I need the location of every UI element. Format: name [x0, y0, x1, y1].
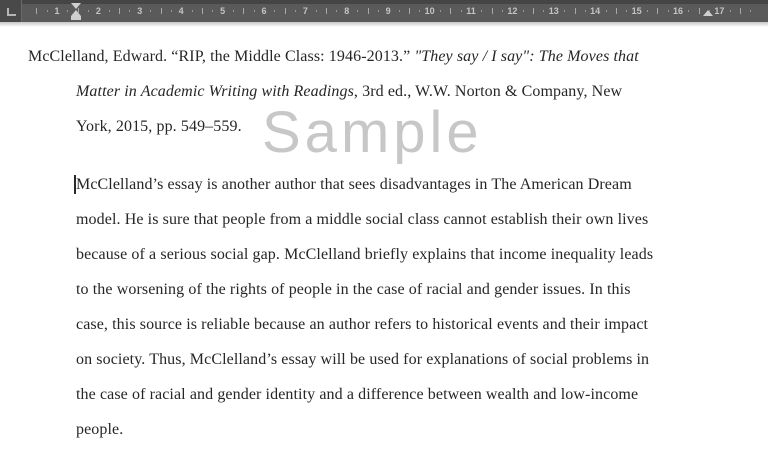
- ruler-tick: [67, 10, 68, 12]
- ruler-number: 1: [54, 6, 60, 16]
- body-text-line[interactable]: case, this source is reliable because an author refers to historical events and their impact: [76, 316, 649, 333]
- ruler-number: 6: [261, 6, 267, 16]
- ruler-number: 3: [137, 6, 143, 16]
- ruler-tick: [336, 10, 337, 12]
- ruler-tick: [161, 8, 162, 14]
- ruler-tick: [409, 8, 410, 14]
- ruler-tick: [326, 8, 327, 14]
- ruler-tick: [616, 8, 617, 14]
- ruler-tick: [606, 10, 607, 12]
- ruler-tick: [285, 8, 286, 14]
- ruler-number: 4: [178, 6, 184, 16]
- ruler-tick: [368, 8, 369, 14]
- ruler-tick: [243, 8, 244, 14]
- ruler-tick: [419, 10, 420, 12]
- left-indent-marker[interactable]: [71, 16, 81, 20]
- citation-line[interactable]: [0, 39, 768, 74]
- ruler-tick: [357, 10, 358, 12]
- text-cursor: [74, 175, 76, 194]
- ruler-tick: [647, 10, 648, 12]
- ruler-tick: [150, 10, 151, 12]
- ruler-number: 12: [507, 6, 518, 16]
- ruler-tick: [192, 10, 193, 12]
- ruler-tick: [523, 10, 524, 12]
- horizontal-ruler[interactable]: [0, 0, 768, 22]
- ruler-tick: [481, 10, 482, 12]
- ruler-tick: [254, 10, 255, 12]
- citation-text: McClelland, Edward. “RIP, the Middle Class: 1946-2013.”: [28, 48, 415, 65]
- ruler-number: 7: [302, 6, 308, 16]
- ruler-tick: [88, 10, 89, 12]
- ruler-shadow: [0, 22, 768, 27]
- ruler-tick: [212, 10, 213, 12]
- body-text-line[interactable]: people.: [76, 421, 124, 438]
- ruler-tick: [36, 8, 37, 14]
- ruler-tick: [709, 10, 710, 12]
- first-line-indent-marker[interactable]: [71, 3, 81, 9]
- ruler-tick: [78, 8, 79, 14]
- body-text-line[interactable]: McClelland’s essay is another author that sees disadvantages in The American Dream: [76, 176, 632, 193]
- ruler-tick: [668, 10, 669, 12]
- ruler-tick: [171, 10, 172, 12]
- ruler-number: 8: [344, 6, 350, 16]
- ruler-number: 2: [95, 6, 101, 16]
- citation-line[interactable]: [0, 74, 768, 109]
- citation-title-italic: "They say / I say": The Moves that: [414, 48, 639, 65]
- body-text-line[interactable]: on society. Thus, McClelland’s essay will be used for explanations of social problems in: [76, 351, 650, 368]
- citation-line[interactable]: [0, 109, 768, 144]
- ruler-tick: [378, 10, 379, 12]
- ruler-number: 5: [220, 6, 226, 16]
- ruler-number: 10: [424, 6, 435, 16]
- sample-watermark: Sample: [262, 100, 483, 165]
- ruler-tick: [543, 10, 544, 12]
- citation-text: , 3rd ed., W.W. Norton & Company, New: [353, 83, 623, 100]
- citation-paragraph[interactable]: [0, 39, 768, 144]
- ruler-number: 17: [714, 6, 725, 16]
- ruler-tick: [316, 10, 317, 12]
- ruler-tick: [626, 10, 627, 12]
- body-text-line[interactable]: model. He is sure that people from a middle social class cannot establish their own lives: [76, 211, 649, 228]
- ruler-tick: [750, 10, 751, 12]
- ruler-tick: [399, 10, 400, 12]
- ruler-number: 9: [385, 6, 391, 16]
- ruler-tick: [657, 8, 658, 14]
- ruler-number: 16: [672, 6, 684, 16]
- right-indent-marker[interactable]: [703, 10, 713, 16]
- ruler-number: 11: [466, 6, 476, 16]
- ruler-tick: [440, 10, 441, 12]
- ruler-tick: [129, 10, 130, 12]
- ruler-tick: [295, 10, 296, 12]
- ruler-number: 13: [548, 6, 559, 16]
- citation-text: York, 2015, pp. 549–559.: [76, 118, 242, 135]
- ruler-number: 15: [631, 6, 642, 16]
- ruler-tick: [688, 10, 689, 12]
- ruler-tick: [202, 8, 203, 14]
- annotation-paragraph[interactable]: [76, 167, 766, 447]
- ruler-tick: [585, 10, 586, 12]
- ruler-tick: [575, 8, 576, 14]
- body-text-line[interactable]: the case of racial and gender identity and a difference between wealth and low-income: [76, 386, 639, 403]
- body-text-line[interactable]: to the worsening of the rights of people in the case of racial and gender issues. In this: [76, 281, 631, 298]
- body-text-line[interactable]: because of a serious social gap. McClelland briefly explains that income inequality leads: [76, 246, 654, 263]
- ruler-tick: [119, 8, 120, 14]
- tab-selector[interactable]: [0, 0, 22, 22]
- ruler-tick: [233, 10, 234, 12]
- ruler-number: 14: [590, 6, 601, 16]
- ruler-tick: [274, 10, 275, 12]
- ruler-tick: [699, 8, 700, 14]
- ruler-tick: [564, 10, 565, 12]
- ruler-tick: [492, 8, 493, 14]
- citation-title-italic: Matter in Academic Writing with Readings: [76, 83, 354, 100]
- ruler-tick: [461, 10, 462, 12]
- ruler-tick: [533, 8, 534, 14]
- ruler-tick: [450, 8, 451, 14]
- ruler-tick: [47, 10, 48, 12]
- ruler-tick: [502, 10, 503, 12]
- ruler-tick: [740, 8, 741, 14]
- ruler-tick: [109, 10, 110, 12]
- tab-stop-icon: [7, 8, 16, 16]
- ruler-tick: [730, 10, 731, 12]
